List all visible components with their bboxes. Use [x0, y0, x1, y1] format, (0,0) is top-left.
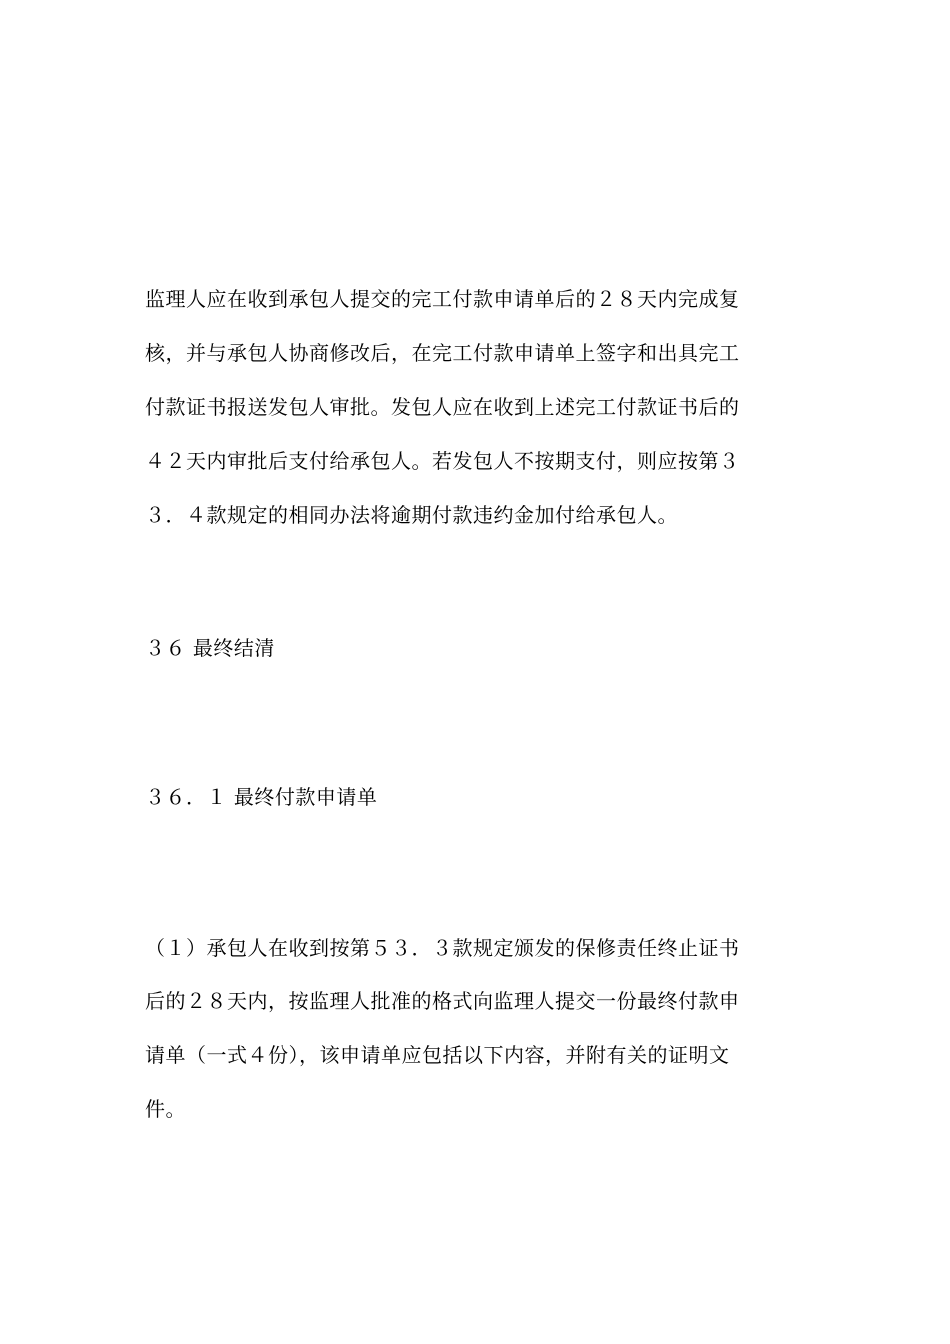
paragraph-line: （１）承包人在收到按第５３．３款规定颁发的保修责任终止证书 — [145, 936, 740, 960]
paragraph-line: 后的２８天内，按监理人批准的格式向监理人提交一份最终付款申 — [145, 989, 740, 1013]
paragraph-line: 件。 — [145, 1097, 186, 1121]
subsection-heading: ３６．１ 最终付款申请单 — [145, 785, 378, 809]
paragraph-line: ３．４款规定的相同办法将逾期付款违约金加付给承包人。 — [145, 503, 678, 527]
paragraph-line: 付款证书报送发包人审批。发包人应在收到上述完工付款证书后的 — [145, 395, 740, 419]
paragraph-line: ４２天内审批后支付给承包人。若发包人不按期支付，则应按第３ — [145, 449, 740, 473]
paragraph-line: 请单（一式４份），该申请单应包括以下内容，并附有关的证明文 — [145, 1043, 730, 1067]
paragraph-line: 核，并与承包人协商修改后，在完工付款申请单上签字和出具完工 — [145, 341, 740, 365]
section-heading: ３６ 最终结清 — [145, 636, 275, 660]
paragraph-line: 监理人应在收到承包人提交的完工付款申请单后的２８天内完成复 — [145, 287, 740, 311]
